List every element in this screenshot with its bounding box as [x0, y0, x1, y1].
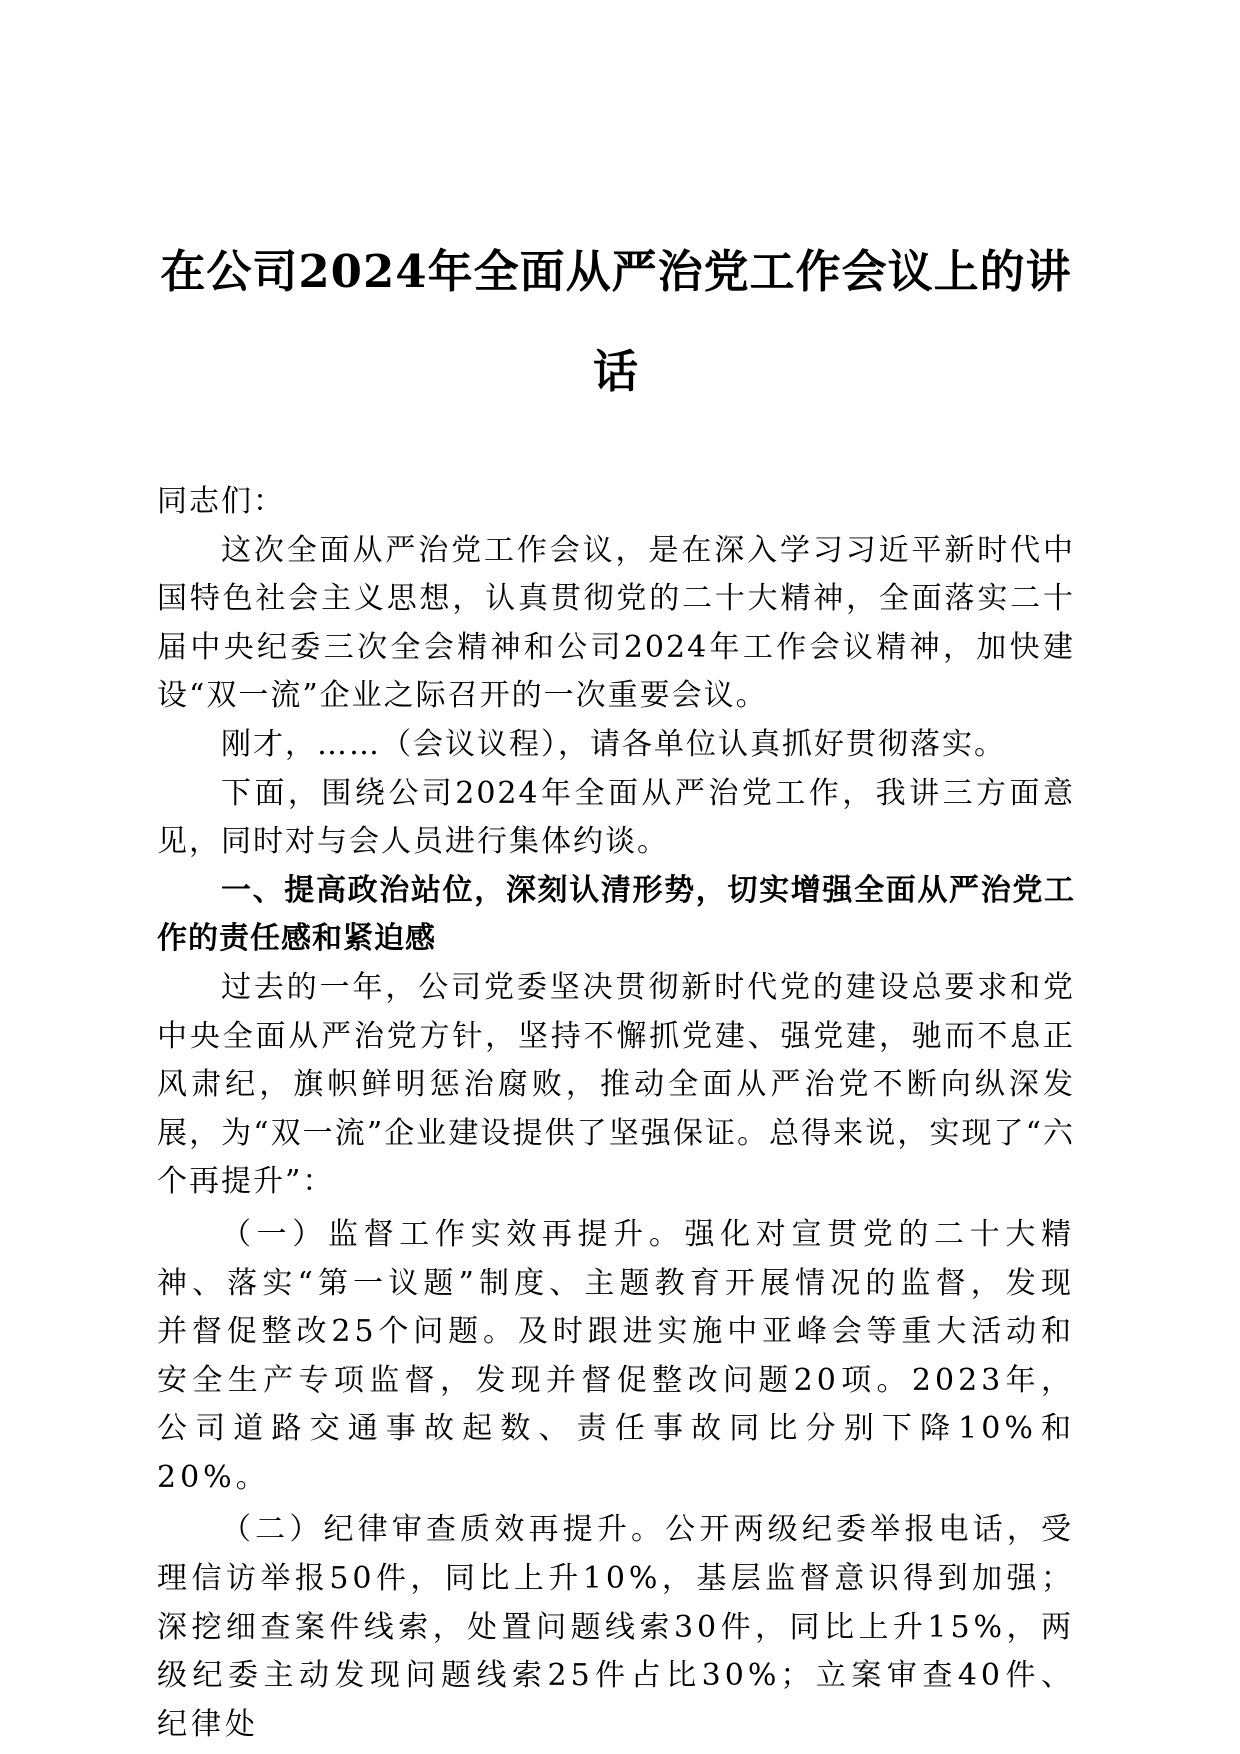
- item-1: [157, 1211, 1075, 1503]
- paragraph-agenda: 刚才，……（会议议程），请各单位认真抓好贯彻落实。: [221, 726, 1006, 762]
- item-1-text: 强化对宣贯党的二十大精神、落实“第一议题”制度、主题教育开展情况的监督，发现并督促整改25个问题。及时跟进实施中亚峰会等重大活动和安全生产专项监督，发现并督促整改问题20项。2023年，公司道路交通事故起数、责任事故同比分别下降10%和20%。: [157, 1216, 1076, 1495]
- item-2-text: 公开两级纪委举报电话，受理信访举报50件，同比上升10%，基层监督意识得到加强；深挖细查案件线索，处置问题线索30件，同比上升15%，两级纪委主动发现问题线索25件占比30%；立案审查40件、纪律处: [157, 1512, 1076, 1742]
- item-2: [157, 1506, 1075, 1749]
- document-title: [147, 222, 1085, 422]
- title-line-1: 在公司2024年全面从严治党工作会议上的讲: [160, 245, 1072, 298]
- item-1-lead: （一）监督工作实效再提升。: [221, 1216, 685, 1252]
- paragraph-opening: 这次全面从严治党工作会议，是在深入学习习近平新时代中国特色社会主义思想，认真贯彻党的二十大精神，全面落实二十届中央纪委三次全会精神和公司2024年工作会议精神，加快建设“双一流”企业之际召开的一次重要会议。: [157, 532, 1075, 714]
- section-1-intro: 过去的一年，公司党委坚决贯彻新时代党的建设总要求和党中央全面从严治党方针，坚持不懈抓党建、强党建，驰而不息正风肃纪，旗帜鲜明惩治腐败，推动全面从严治党不断向纵深发展，为“双一流”企业建设提供了坚强保证。总得来说，实现了“六个再提升”：: [157, 969, 1075, 1200]
- paragraph-outline: 下面，围绕公司2024年全面从严治党工作，我讲三方面意见，同时对与会人员进行集体约谈。: [157, 775, 1075, 860]
- section-heading-1: 一、提高政治站位，深刻认清形势，切实增强全面从严治党工作的责任感和紧迫感: [157, 872, 1075, 957]
- document-page: [157, 0, 1075, 1754]
- title-line-2: 话: [592, 345, 639, 398]
- document-body: [157, 478, 1075, 1749]
- item-2-lead: （二）纪律审查质效再提升。: [221, 1512, 666, 1548]
- salutation: 同志们：: [157, 484, 285, 519]
